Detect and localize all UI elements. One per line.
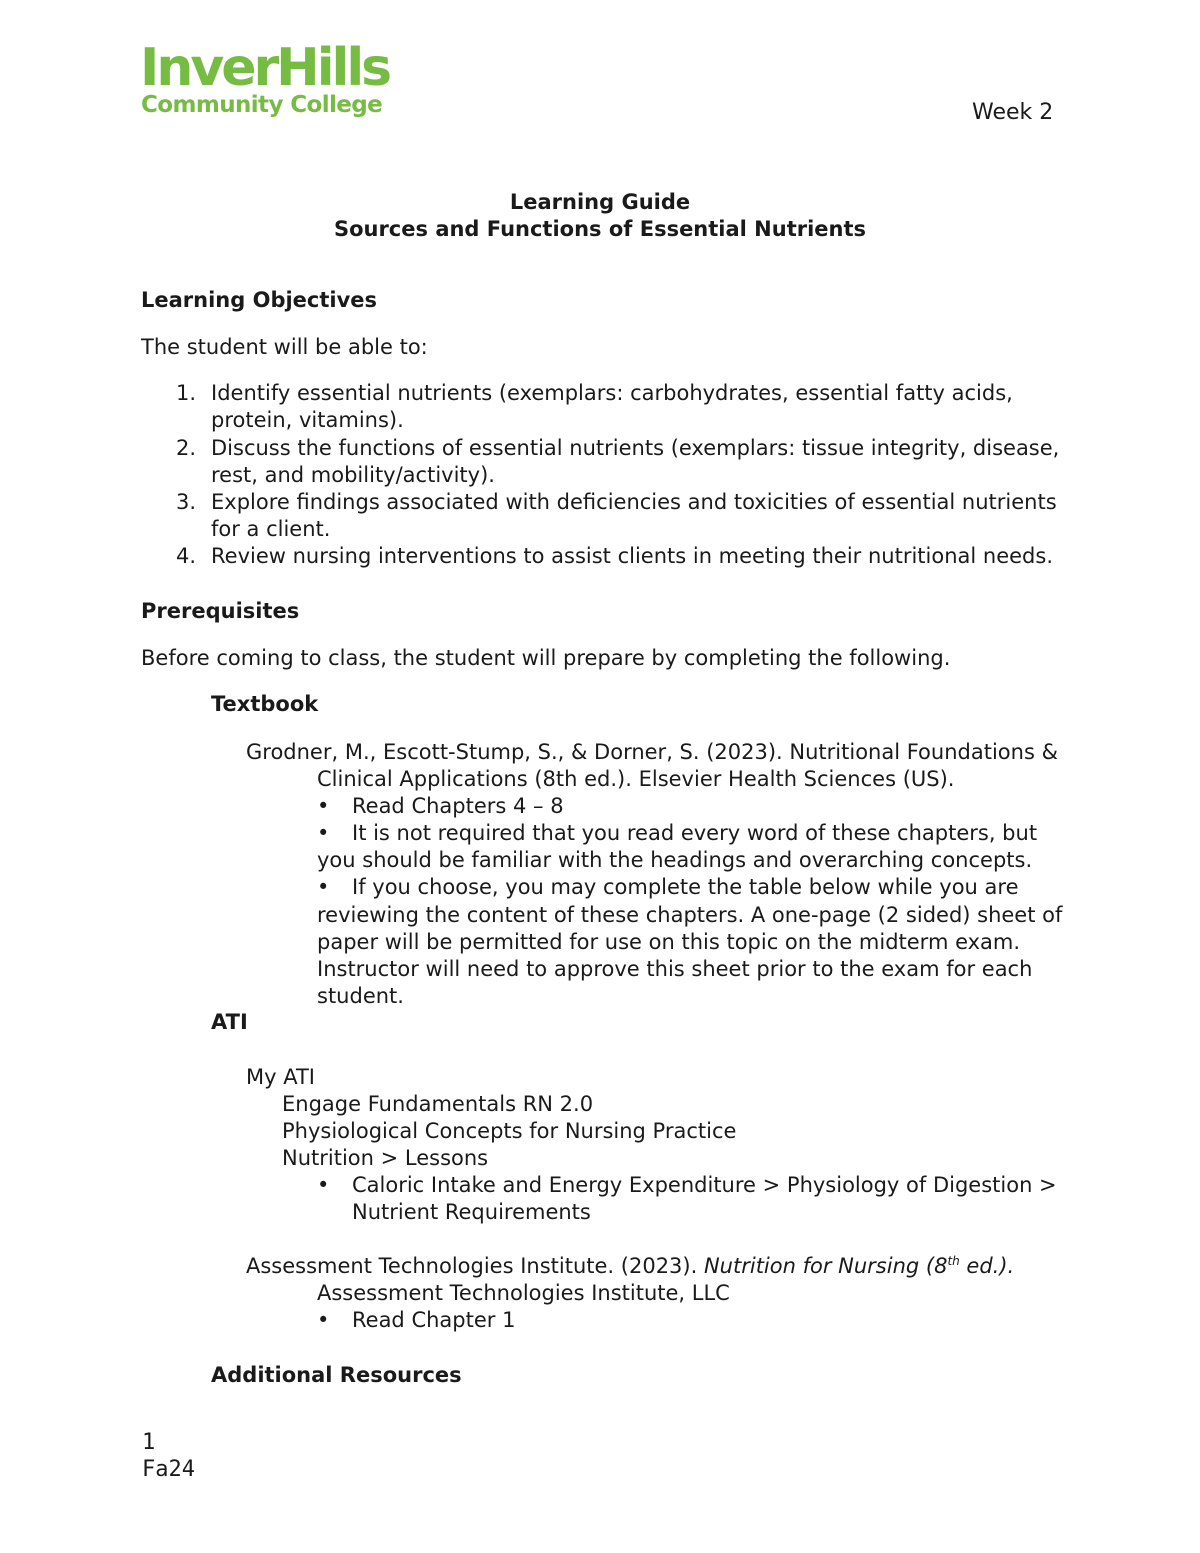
bullet-text: reviewing the content of these chapters. A one-page (2 sided) sheet of [317,903,1063,927]
objective-number: 1. [176,381,197,405]
citation-title-text: ed.). [959,1254,1015,1278]
bullet-text: Read Chapters 4 – 8 [352,794,564,818]
additional-resources-heading: Additional Resources [211,1363,462,1387]
objective-number: 2. [176,436,197,460]
term-label: Fa24 [142,1457,195,1482]
college-logo-wordmark: InverHills [140,38,390,98]
textbook-heading: Textbook [211,692,319,716]
citation-author: Assessment Technologies Institute. (2023). [246,1254,704,1278]
list-item [317,1307,515,1334]
objective-text: Discuss the functions of essential nutrients (exemplars: tissue integrity, disease, [211,436,1060,460]
list-item [317,874,1019,901]
page-number: 1 [142,1430,156,1455]
citation-title-text: Nutrition for Nursing (8 [703,1254,948,1278]
bullet-text: Caloric Intake and Energy Expenditure > Physiology of Digestion > [352,1173,1057,1197]
objective-text: rest, and mobility/activity). [211,463,495,487]
bullet-icon: • [317,1173,330,1197]
ati-path-item: Physiological Concepts for Nursing Practice [282,1119,737,1143]
bullet-text: paper will be permitted for use on this topic on the midterm exam. [317,930,1021,954]
objective-text: for a client. [211,517,331,541]
objective-number: 3. [176,490,197,514]
list-item [317,1172,1057,1199]
bullet-text: If you choose, you may complete the table below while you are [352,875,1019,899]
objective-number: 4. [176,544,197,568]
my-ati-label: My ATI [246,1065,315,1089]
objective-text: Review nursing interventions to assist clients in meeting their nutritional needs. [211,544,1053,568]
bullet-text: Read Chapter 1 [352,1308,516,1332]
prerequisites-intro: Before coming to class, the student will prepare by completing the following. [141,646,951,670]
ati-path-item: Engage Fundamentals RN 2.0 [282,1092,594,1116]
bullet-text: student. [317,984,404,1008]
objectives-intro: The student will be able to: [141,335,428,359]
college-logo-subtitle: Community College [141,92,383,118]
objective-text: Explore findings associated with deficiencies and toxicities of essential nutrients [211,490,1057,514]
bullet-icon: • [317,794,330,818]
list-item [317,820,1037,847]
ati-citation: Assessment Technologies Institute, LLC [317,1281,730,1305]
page-title: Learning Guide [509,190,691,214]
objective-text: protein, vitamins). [211,408,404,432]
ati-path-item: Nutrition > Lessons [282,1146,489,1170]
textbook-citation: Clinical Applications (8th ed.). Elsevier Health Sciences (US). [317,767,955,791]
bullet-icon: • [317,821,330,845]
bullet-text: Nutrient Requirements [352,1200,591,1224]
ati-citation [246,1253,1014,1280]
citation-superscript: th [947,1254,960,1268]
prerequisites-heading: Prerequisites [141,599,300,623]
list-item [317,793,564,820]
week-label: Week 2 [972,100,1054,125]
bullet-text: Instructor will need to approve this sheet prior to the exam for each [317,957,1033,981]
textbook-citation: Grodner, M., Escott-Stump, S., & Dorner, S. (2023). Nutritional Foundations & [246,740,1058,764]
bullet-icon: • [317,875,330,899]
bullet-icon: • [317,1308,330,1332]
bullet-text: It is not required that you read every word of these chapters, but [352,821,1038,845]
ati-heading: ATI [211,1010,248,1034]
page-subtitle: Sources and Functions of Essential Nutrients [333,217,867,241]
objective-text: Identify essential nutrients (exemplars: carbohydrates, essential fatty acids, [211,381,1013,405]
citation-title [704,1254,1014,1278]
bullet-text: you should be familiar with the headings and overarching concepts. [317,848,1033,872]
objectives-heading: Learning Objectives [141,288,378,312]
